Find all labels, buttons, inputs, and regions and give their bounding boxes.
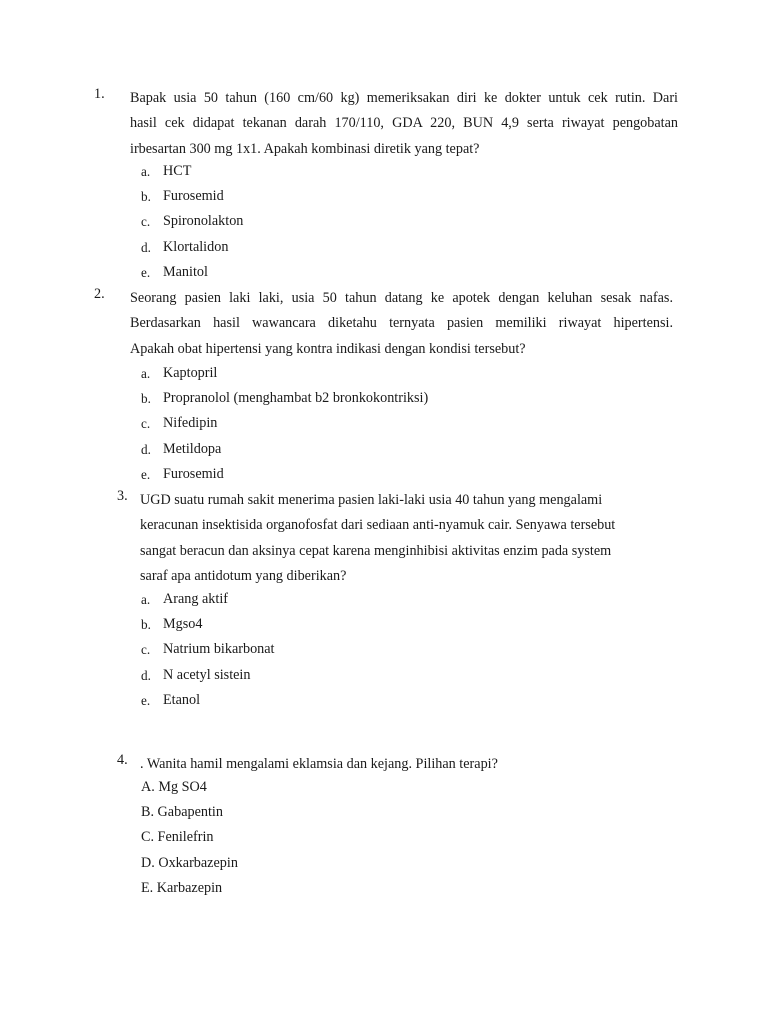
option-text: Nifedipin [163,415,218,432]
question-line: . Wanita hamil mengalami eklamsia dan kejang. Pilihan terapi? [140,756,498,772]
question-line: hasil cek didapat tekanan darah 170/110, GDA 220, BUN 4,9 serta riwayat pengobatan [130,115,678,132]
option-text: Furosemid [163,465,224,482]
option-letter: c. [141,214,151,230]
answer-options [141,775,238,901]
option-text: HCT [163,163,192,179]
option-text: Manitol [163,263,208,280]
option-text: N acetyl sistein [163,666,251,683]
option-text: Natrium bikarbonat [163,641,275,658]
question-text [130,86,678,162]
option-text: Mgso4 [163,616,203,633]
option-letter: e. [141,466,151,482]
option-text: B. Gabapentin [141,804,223,821]
option-text: Metildopa [163,440,222,457]
option-text: D. Oxkarbazepin [141,854,238,871]
question-number: 3. [117,488,128,504]
question-line: irbesartan 300 mg 1x1. Apakah kombinasi diretik yang tepat? [130,140,480,157]
option-letter: a. [141,366,151,381]
question-line: Apakah obat hipertensi yang kontra indikasi dengan kondisi tersebut? [130,340,526,357]
question-text [130,286,673,362]
option-letter: d. [141,667,151,683]
option-text: Klortalidon [163,238,229,255]
option-letter: d. [141,441,151,457]
option-letter: b. [141,391,151,407]
option-letter: d. [141,239,151,255]
option-letter: a. [141,592,151,607]
question-line: Bapak usia 50 tahun (160 cm/60 kg) memeriksakan diri ke dokter untuk cek rutin. Dari [130,90,678,106]
question-line: Berdasarkan hasil wawancara diketahu ternyata pasien memiliki riwayat hipertensi. [130,315,673,332]
option-text: E. Karbazepin [141,879,223,896]
option-text: Arang aktif [163,591,229,607]
option-text: C. Fenilefrin [141,829,214,846]
option-letter: c. [141,642,151,658]
option-letter: e. [141,692,151,708]
option-letter: a. [141,164,151,179]
option-text: Kaptopril [163,365,218,381]
option-text: Etanol [163,691,201,708]
option-b[interactable] [141,800,238,825]
option-letter: c. [141,416,151,432]
question-line: UGD suatu rumah sakit menerima pasien laki-laki usia 40 tahun yang mengalami [140,492,603,508]
option-text: Spironolakton [163,213,244,230]
question-line: sangat beracun dan aksinya cepat karena menginhibisi aktivitas enzim pada system [140,542,612,559]
question-line: Seorang pasien laki laki, usia 50 tahun datang ke apotek dengan keluhan sesak nafas. [130,290,673,306]
question-text [140,752,660,777]
option-a[interactable] [141,775,238,800]
question-number: 4. [117,752,128,768]
option-letter: b. [141,617,151,633]
option-e[interactable] [141,876,238,901]
option-text: Furosemid [163,188,224,205]
option-text: A. Mg SO4 [141,779,207,795]
option-text: Propranolol (menghambat b2 bronkokontriksi) [163,390,429,407]
question-number: 1. [94,86,105,102]
question-number: 2. [94,286,105,302]
option-d[interactable] [141,851,238,876]
question-line: keracunan insektisida organofosfat dari sediaan anti-nyamuk cair. Senyawa tersebut [140,517,616,534]
question-text [140,488,660,589]
option-c[interactable] [141,825,238,850]
question-line: saraf apa antidotum yang diberikan? [140,567,347,584]
option-letter: e. [141,264,151,280]
option-letter: b. [141,189,151,205]
